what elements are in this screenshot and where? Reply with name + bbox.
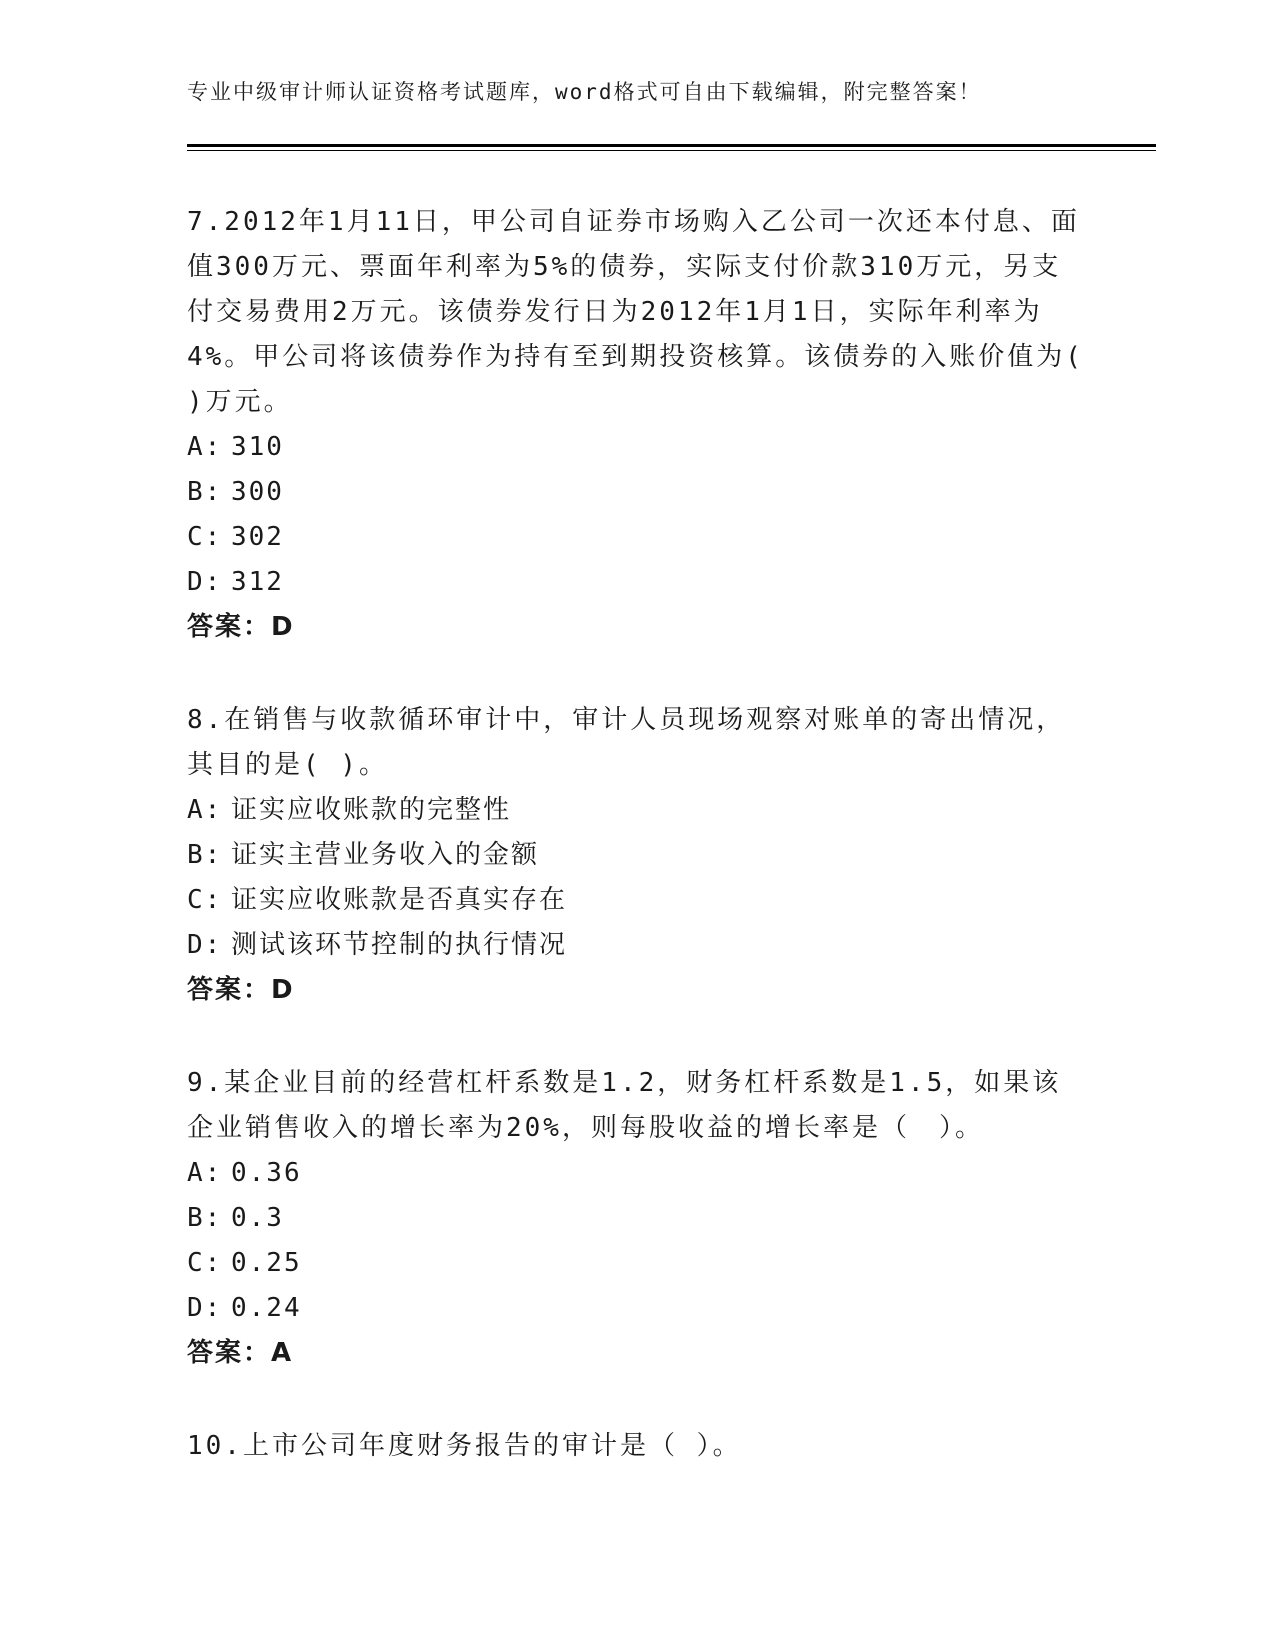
option-value: 证实应收账款是否真实存在 xyxy=(231,885,568,915)
option-value: 证实应收账款的完整性 xyxy=(231,795,512,825)
option-key: D: xyxy=(187,930,223,960)
question-10 xyxy=(187,1424,1087,1469)
option-value: 证实主营业务收入的金额 xyxy=(231,840,540,870)
option-d xyxy=(187,923,1087,968)
option-key: C: xyxy=(187,885,223,915)
answer: 答案：D xyxy=(187,975,295,1005)
option-d xyxy=(187,1286,1087,1331)
header-divider-thin xyxy=(187,150,1156,151)
option-value: 312 xyxy=(231,567,284,597)
header-title: 专业中级审计师认证资格考试题库，word格式可自由下载编辑，附完整答案！ xyxy=(187,80,982,104)
header-divider xyxy=(187,144,1156,147)
question-list xyxy=(187,200,1087,1517)
option-c xyxy=(187,1241,1087,1286)
option-a xyxy=(187,1151,1087,1196)
option-b xyxy=(187,470,1087,515)
answer: 答案：A xyxy=(187,1338,294,1368)
option-key: A: xyxy=(187,432,223,462)
question-text: 9.某企业目前的经营杠杆系数是1.2，财务杠杆系数是1.5，如果该企业销售收入的增长率为20%，则每股收益的增长率是（ ）。 xyxy=(187,1068,1062,1143)
option-value: 302 xyxy=(231,522,284,552)
option-value: 300 xyxy=(231,477,284,507)
option-c xyxy=(187,515,1087,560)
answer: 答案：D xyxy=(187,612,295,642)
question-text: 10.上市公司年度财务报告的审计是（ ）。 xyxy=(187,1431,742,1461)
question-text: 7.2012年1月11日，甲公司自证券市场购入乙公司一次还本付息、面值300万元、票面年利率为5%的债券，实际支付价款310万元，另支付交易费用2万元。该债券发行日为2012年1月1日，实际年利率为4%。甲公司将该债券作为持有至到期投资核算。该债券的入账价值为( )万元。 xyxy=(187,207,1084,417)
option-value: 310 xyxy=(231,432,284,462)
option-value: 0.36 xyxy=(231,1158,302,1188)
question-text: 8.在销售与收款循环审计中，审计人员现场观察对账单的寄出情况，其目的是( )。 xyxy=(187,705,1066,780)
option-key: B: xyxy=(187,477,223,507)
question-9 xyxy=(187,1061,1087,1376)
option-a xyxy=(187,788,1087,833)
option-value: 0.24 xyxy=(231,1293,302,1323)
option-b xyxy=(187,1196,1087,1241)
option-d xyxy=(187,560,1087,605)
option-value: 0.3 xyxy=(231,1203,284,1233)
option-key: D: xyxy=(187,567,223,597)
option-key: A: xyxy=(187,1158,223,1188)
option-b xyxy=(187,833,1087,878)
option-c xyxy=(187,878,1087,923)
option-key: A: xyxy=(187,795,223,825)
question-8 xyxy=(187,698,1087,1013)
option-key: D: xyxy=(187,1293,223,1323)
option-a xyxy=(187,425,1087,470)
option-key: B: xyxy=(187,1203,223,1233)
option-key: C: xyxy=(187,522,223,552)
option-key: C: xyxy=(187,1248,223,1278)
option-key: B: xyxy=(187,840,223,870)
option-value: 0.25 xyxy=(231,1248,302,1278)
option-value: 测试该环节控制的执行情况 xyxy=(231,930,568,960)
question-7 xyxy=(187,200,1087,650)
